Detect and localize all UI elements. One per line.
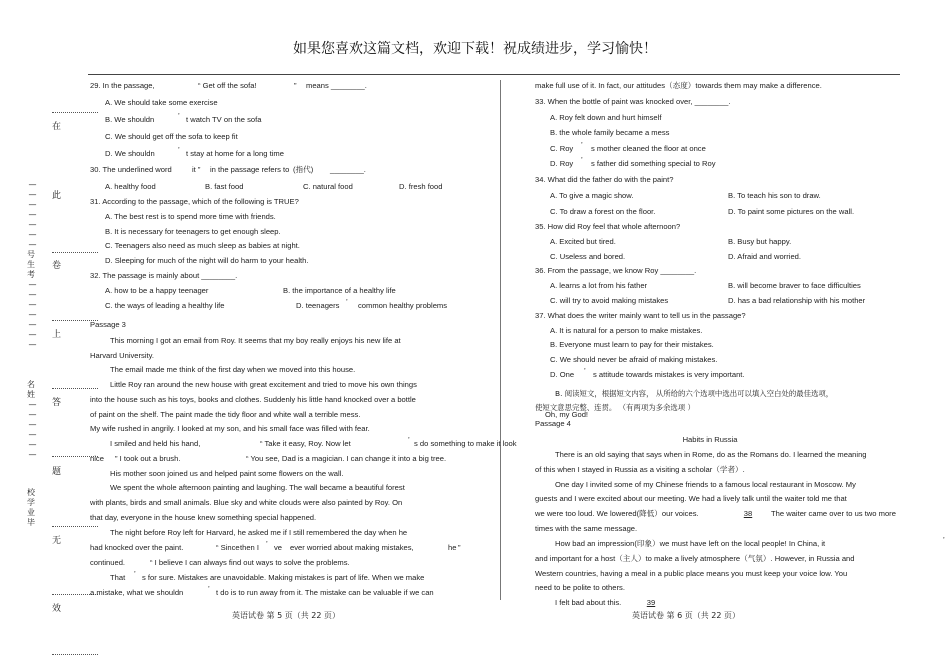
q29-option-d-rest: t stay at home for a long time xyxy=(186,149,284,158)
apostrophe: ’ xyxy=(584,366,586,375)
q31-option-b: B. It is necessary for teenagers to get enough sleep. xyxy=(105,227,281,236)
passage4-line: One day I invited some of my Chinese friends to a famous local restaurant in Moscow. My xyxy=(555,480,856,489)
section-b-instruction-2: 使短文意思完整、连贯。 （有两项为多余选项 ） xyxy=(535,403,695,412)
q37-option-a: A. It is natural for a person to make mistakes. xyxy=(550,326,703,335)
passage4-line: Western countries, having a meal in a public place means you must keep your voice low. You xyxy=(535,569,848,578)
download-banner: 如果您喜欢这篇文档，欢迎下载！祝成绩进步，学习愉快！ xyxy=(293,41,657,57)
q32-stem: 32. The passage is mainly about ________. xyxy=(90,271,238,280)
school-field: 校学业毕 xyxy=(27,488,35,527)
section-b-instruction: B. 阅读短文，根据短文内容， 从所给的六个选项中选出可以填入空白处的最佳选项， xyxy=(555,389,834,398)
margin-char: 题 xyxy=(52,467,62,477)
q32-option-d: D. teenagers xyxy=(296,301,340,310)
margin-dash xyxy=(52,654,98,655)
q30-rest: in the passage refers to xyxy=(210,165,290,174)
q35-stem: 35. How did Roy feel that whole afternoon? xyxy=(535,222,681,231)
passage4-line: we were too loud. We lowered(降低）our voices. xyxy=(535,509,699,518)
passage4-line: I felt bad about this. xyxy=(555,598,622,607)
q35-option-b: B. Busy but happy. xyxy=(728,237,792,246)
apostrophe: ’ xyxy=(178,145,180,154)
q30-option-a: A. healthy food xyxy=(105,182,156,191)
apostrophe: ’ xyxy=(208,584,210,593)
margin-char: 效 xyxy=(52,604,62,614)
q34-stem: 34. What did the father do with the paint? xyxy=(535,175,674,184)
q30-stem: 30. The underlined word xyxy=(90,165,172,174)
q37-option-d: D. One xyxy=(550,370,575,379)
q33-option-d-rest: s father did something special to Roy xyxy=(591,159,716,168)
apostrophe: ’ xyxy=(266,539,268,548)
passage3-line: of paint on the shelf. The paint made the tidy floor and white wall a terrible mess. xyxy=(90,410,361,419)
q30-blank: ________. xyxy=(330,165,366,174)
margin-char: 卷 xyxy=(52,261,62,271)
q30-option-b: B. fast food xyxy=(205,182,244,191)
q35-option-d: D. Afraid and worried. xyxy=(728,252,802,261)
q37-option-d-rest: s attitude towards mistakes is very important. xyxy=(593,370,745,379)
q34-option-a: A. To give a magic show. xyxy=(550,191,634,200)
q29-quote: “ Get off the sofa! xyxy=(198,81,257,90)
exam-number-field: — — — — — — — 号生考 — — — — — — — xyxy=(27,180,36,349)
q37-option-c: C. We should never be afraid of making mistakes. xyxy=(550,355,718,364)
q30-zh: (指代) xyxy=(293,165,314,174)
passage3-line: This morning I got an email from Roy. It seems that my boy really enjoys his new life at xyxy=(110,336,401,345)
q29-stem: 29. In the passage, xyxy=(90,81,155,90)
oh-my-god: Oh, my God! xyxy=(545,410,589,419)
passage4-line: times with the same message. xyxy=(535,524,638,533)
apostrophe: ’ xyxy=(581,155,583,164)
margin-char: 上 xyxy=(52,330,62,340)
q34-option-b: B. To teach his son to draw. xyxy=(728,191,821,200)
passage3-title: Passage 3 xyxy=(90,320,126,329)
q37-stem: 37. What does the writer mainly want to tell us in the passage? xyxy=(535,311,746,320)
top-rule xyxy=(88,74,900,75)
page-footer-left: 英语试卷 第 5 页（共 22 页） xyxy=(232,611,340,620)
q32-option-b: B. the importance of a healthy life xyxy=(283,286,396,295)
passage3-line: “ I believe I can always find out ways to solve the problems. xyxy=(150,558,350,567)
right-column xyxy=(535,80,945,607)
passage3-line: That xyxy=(110,573,126,582)
passage3-line: with plants, birds and small animals. Blue sky and white clouds were also painted by Roy. On xyxy=(90,498,403,507)
passage3-line: His mother soon joined us and helped paint some flowers on the wall. xyxy=(110,469,344,478)
passage3-line: ve xyxy=(274,543,283,552)
passage4-line: guests and I were excited about our meeting. We had a lively talk until the waiter told me that xyxy=(535,494,847,503)
name-field: 名姓 — — — — — — xyxy=(27,380,36,459)
q33-option-a: A. Roy felt down and hurt himself xyxy=(550,113,662,122)
q29-means: means ________. xyxy=(306,81,367,90)
q30-option-c: C. natural food xyxy=(303,182,353,191)
passage3-line: s do something to make it look xyxy=(414,439,517,448)
q34-option-c: C. To draw a forest on the floor. xyxy=(550,207,656,216)
passage3-line: a mistake, what we shouldn xyxy=(90,588,184,597)
passage4-line: The waiter came over to us two more xyxy=(771,509,896,518)
passage3-line: I smiled and held his hand, xyxy=(110,439,201,448)
passage3-line: ever worried about making mistakes, xyxy=(290,543,414,552)
passage3-line: nice xyxy=(90,454,104,463)
q37-option-b: B. Everyone must learn to pay for their mistakes. xyxy=(550,340,714,349)
passage3-line: ” I took out a brush. xyxy=(115,454,181,463)
q33-option-d: D. Roy xyxy=(550,159,574,168)
q33-option-c-rest: s mother cleaned the floor at once xyxy=(591,144,706,153)
q29-option-d: D. We shouldn xyxy=(105,149,155,158)
q36-stem: 36. From the passage, we know Roy ________. xyxy=(535,266,697,275)
page-footer-right: 英语试卷 第 6 页（共 22 页） xyxy=(632,611,740,620)
passage4-line: How bad an impression(印象）we must have left on the local people! In China, it xyxy=(555,539,826,548)
passage3-line: Harvard University. xyxy=(90,351,154,360)
passage3-line: t do is to run away from it. The mistake can be valuable if we can xyxy=(216,588,434,597)
passage4-line: and important for a host（主人）to make a lively atmosphere（气氛）. However, in Russia and xyxy=(535,554,855,563)
q33-option-c: C. Roy xyxy=(550,144,574,153)
q32-option-a: A. how to be a happy teenager xyxy=(105,286,209,295)
q36-option-d: D. has a bad relationship with his mother xyxy=(728,296,866,305)
q32-option-c: C. the ways of leading a healthy life xyxy=(105,301,225,310)
passage3-line: that day, everyone in the house knew something special happened. xyxy=(90,513,317,522)
margin-char: 此 xyxy=(52,191,62,201)
q30-it: it ” xyxy=(192,165,201,174)
continuation-line: make full use of it. In fact, our attitudes（态度）towards them may make a difference. xyxy=(535,81,822,90)
q35-option-c: C. Useless and bored. xyxy=(550,252,626,261)
passage4-line: There is an old saying that says when in Rome, do as the Romans do. I learned the meaning xyxy=(555,450,867,459)
q29-option-b-rest: t watch TV on the sofa xyxy=(186,115,262,124)
q32-option-d-rest: common healthy problems xyxy=(358,301,448,310)
passage3-line: ” xyxy=(458,543,461,552)
blank-38: 38 xyxy=(743,509,753,518)
passage3-line: “ You see, Dad is a magician. I can change it into a big tree. xyxy=(246,454,447,463)
passage3-line: s for sure. Mistakes are unavoidable. Making mistakes is part of life. When we make xyxy=(142,573,425,582)
passage3-line: into the house such as his toys, books and clothes. Suddenly his little hand knocked over a bottle xyxy=(90,395,416,404)
passage3-line: The night before Roy left for Harvard, he asked me if I still remembered the day when he xyxy=(110,528,408,537)
passage3-line: The email made me think of the first day when we moved into this house. xyxy=(110,365,356,374)
passage3-line: “ Take it easy, Roy. Now let xyxy=(260,439,351,448)
q33-option-b: B. the whole family became a mess xyxy=(550,128,670,137)
passage3-line: continued. xyxy=(90,558,126,567)
apostrophe: ’ xyxy=(581,140,583,149)
apostrophe: ’ xyxy=(178,111,180,120)
apostrophe: ’ xyxy=(346,297,348,306)
q34-option-d: D. To paint some pictures on the wall. xyxy=(728,207,855,216)
q33-stem: 33. When the bottle of paint was knocked over, ________. xyxy=(535,97,731,106)
passage3-line: he xyxy=(448,543,457,552)
q31-option-c: C. Teenagers also need as much sleep as babies at night. xyxy=(105,241,300,250)
q35-option-a: A. Excited but tired. xyxy=(550,237,616,246)
q29-quote-close: ” xyxy=(294,81,297,90)
q29-option-c: C. We should get off the sofa to keep fit xyxy=(105,132,238,141)
passage3-line: then I xyxy=(240,543,259,552)
margin-char: 在 xyxy=(52,122,62,132)
apostrophe: ’ xyxy=(134,569,136,578)
q29-option-a: A. We should take some exercise xyxy=(105,98,218,107)
passage3-line: We spent the whole afternoon painting and laughing. The wall became a beautiful forest xyxy=(110,483,405,492)
passage3-line: “ Since xyxy=(216,543,240,552)
left-column xyxy=(90,80,517,600)
q36-option-b: B. will become braver to face difficulties xyxy=(728,281,861,290)
margin-char: 无 xyxy=(52,536,62,546)
passage3-line: had knocked over the paint. xyxy=(90,543,184,552)
margin-char: 答 xyxy=(52,398,62,408)
passage4-heading: Habits in Russia xyxy=(682,435,738,444)
q36-option-a: A. learns a lot from his father xyxy=(550,281,648,290)
q30-option-d: D. fresh food xyxy=(399,182,443,191)
q31-stem: 31. According to the passage, which of the following is TRUE? xyxy=(90,197,299,206)
passage4-line: need to be polite to others. xyxy=(535,583,625,592)
blank-39: 39 xyxy=(646,598,656,607)
passage4-line: of this when I stayed in Russia as a visiting a scholar（学者）. xyxy=(535,465,745,474)
q36-option-c: C. will try to avoid making mistakes xyxy=(550,296,669,305)
apostrophe: ’ xyxy=(943,535,945,544)
passage3-line: My wife rushed in angrily. I looked at my son, and his small face was filled with fear. xyxy=(90,424,370,433)
passage4-title: Passage 4 xyxy=(535,419,571,428)
q31-option-d: D. Sleeping for much of the night will do harm to your health. xyxy=(105,256,309,265)
q29-option-b: B. We shouldn xyxy=(105,115,155,124)
passage3-line: Little Roy ran around the new house with great excitement and tried to move his own things xyxy=(110,380,417,389)
apostrophe: ’ xyxy=(408,435,410,444)
column-divider xyxy=(500,80,501,600)
q31-option-a: A. The best rest is to spend more time with friends. xyxy=(105,212,276,221)
